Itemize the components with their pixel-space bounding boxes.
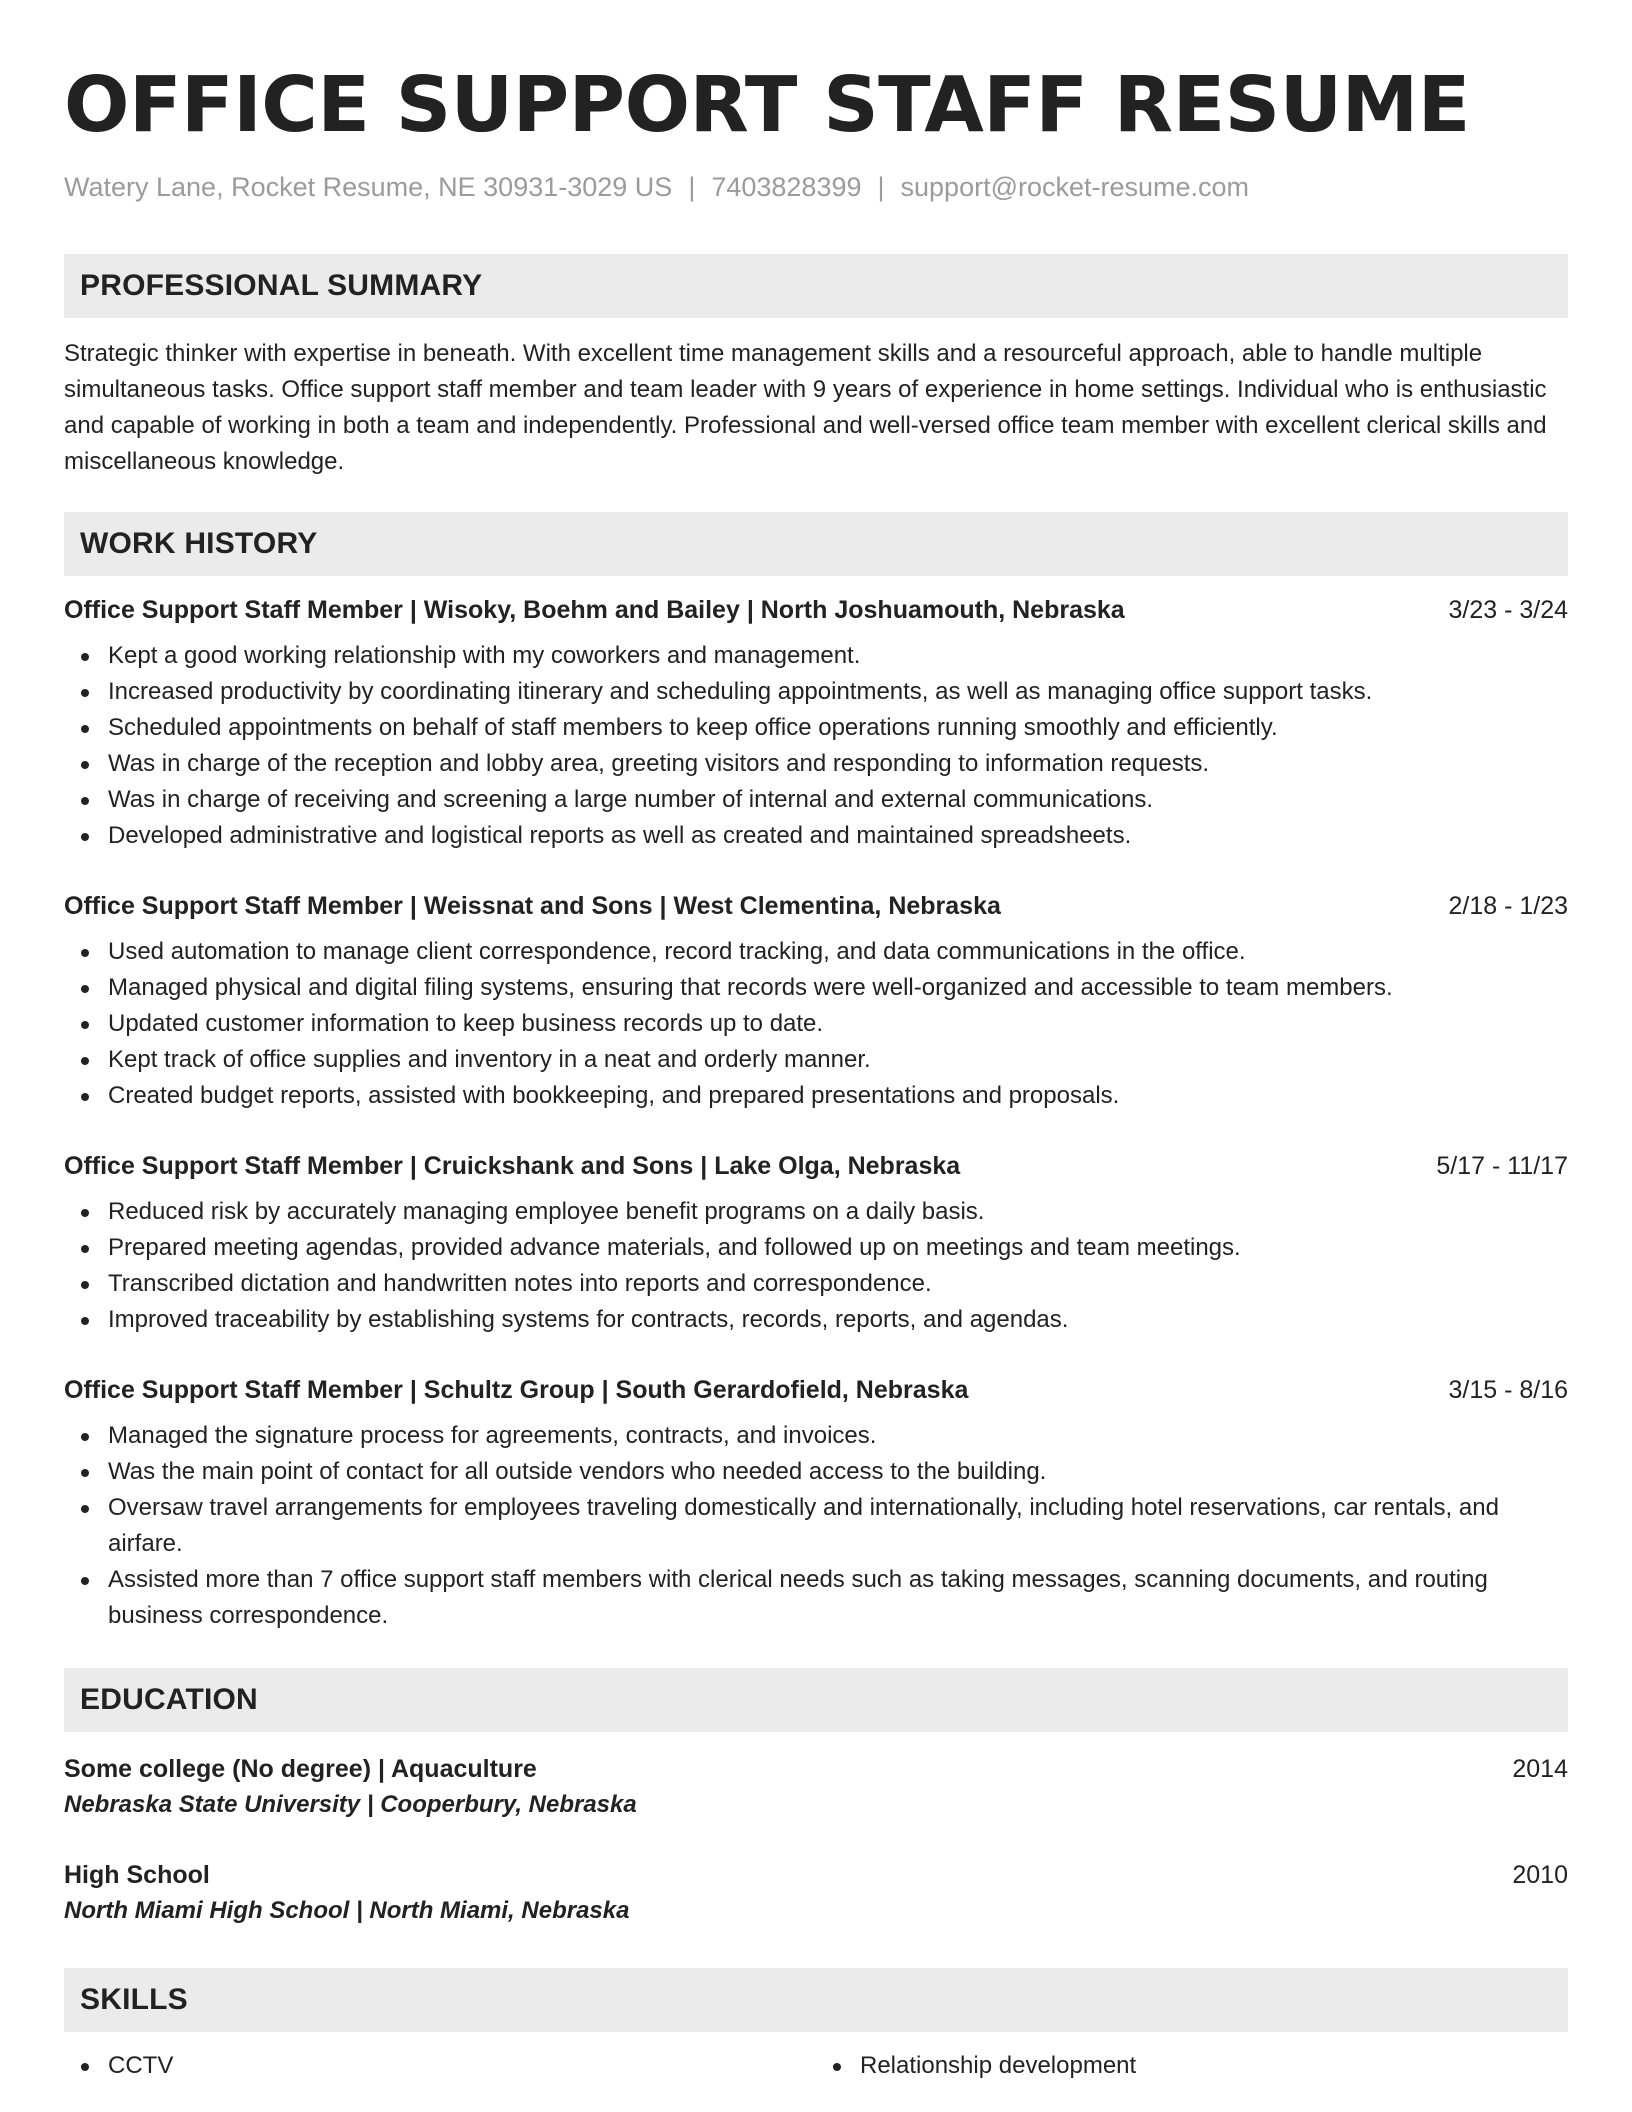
- summary-text: Strategic thinker with expertise in beneath. With excellent time management skills and a resourceful approach, able to handle multiple simultaneous tasks. Office support staff member and team leader with 9 years of experience in home settings. Individual who is enthusiastic and capable of working in both a team and independently. Professional and well-versed office team member with excellent clerical skills and miscellaneous knowledge.: [64, 340, 1547, 475]
- job-bullet: Created budget reports, assisted with bookkeeping, and prepared presentations and proposals.: [64, 1078, 1568, 1114]
- resume-title: OFFICE SUPPORT STAFF RESUME: [64, 61, 1470, 150]
- job-bullet: Oversaw travel arrangements for employees traveling domestically and internationally, including hotel reservations, car rentals, and airfare.: [64, 1490, 1568, 1562]
- job-bullet: Was the main point of contact for all outside vendors who needed access to the building.: [64, 1454, 1568, 1490]
- job-bullets: [64, 1418, 1568, 1634]
- job-title: Office Support Staff Member | Wisoky, Boehm and Bailey | North Joshuamouth, Nebraska: [64, 596, 1125, 624]
- job-header: [64, 890, 1568, 922]
- job-bullet: Developed administrative and logistical reports as well as created and maintained spreadsheets.: [64, 818, 1568, 854]
- job-bullet: Prepared meeting agendas, provided advance materials, and followed up on meetings and team meetings.: [64, 1230, 1568, 1266]
- education-school: Nebraska State University | Cooperbury, Nebraska: [64, 1791, 637, 1818]
- contact-email: support@rocket-resume.com: [900, 172, 1250, 202]
- skills-column-right: [816, 2048, 1568, 2084]
- job-bullet: Managed physical and digital filing systems, ensuring that records were well-organized and accessible to team members.: [64, 970, 1568, 1006]
- job-bullets: [64, 1194, 1568, 1338]
- contact-separator: |: [877, 172, 885, 202]
- section-heading-work: WORK HISTORY: [64, 512, 1568, 576]
- job-dates: 3/23 - 3/24: [1448, 596, 1568, 624]
- education-year: 2014: [1512, 1755, 1568, 1783]
- job-bullet: Used automation to manage client correspondence, record tracking, and data communications in the office.: [64, 934, 1568, 970]
- job-header: [64, 594, 1568, 626]
- contact-address: Watery Lane, Rocket Resume, NE 30931-3029 US: [64, 172, 673, 202]
- job-dates: 2/18 - 1/23: [1448, 892, 1568, 920]
- skills-column-left: [64, 2048, 816, 2084]
- job-bullet: Increased productivity by coordinating itinerary and scheduling appointments, as well as managing office support tasks.: [64, 674, 1568, 710]
- job-dates: 3/15 - 8/16: [1448, 1376, 1568, 1404]
- job-bullet: Updated customer information to keep business records up to date.: [64, 1006, 1568, 1042]
- job-bullet: Improved traceability by establishing systems for contracts, records, reports, and agendas.: [64, 1302, 1568, 1338]
- education-title: High School: [64, 1861, 210, 1889]
- job-bullet: Was in charge of the reception and lobby area, greeting visitors and responding to information requests.: [64, 746, 1568, 782]
- job-entry: [64, 594, 1568, 854]
- education-school: North Miami High School | North Miami, Nebraska: [64, 1897, 630, 1924]
- education-entry: [64, 1858, 1568, 1930]
- education-entry: [64, 1752, 1568, 1824]
- job-bullets: [64, 934, 1568, 1114]
- job-header: [64, 1374, 1568, 1406]
- job-bullet: Was in charge of receiving and screening a large number of internal and external communications.: [64, 782, 1568, 818]
- section-heading-summary: PROFESSIONAL SUMMARY: [64, 254, 1568, 318]
- skills-list: [64, 2048, 1568, 2084]
- job-bullet: Kept a good working relationship with my coworkers and management.: [64, 638, 1568, 674]
- job-entry: [64, 1374, 1568, 1634]
- job-bullet: Transcribed dictation and handwritten notes into reports and correspondence.: [64, 1266, 1568, 1302]
- job-title: Office Support Staff Member | Schultz Group | South Gerardofield, Nebraska: [64, 1376, 969, 1404]
- contact-line: [64, 170, 1568, 204]
- section-heading-skills: SKILLS: [64, 1968, 1568, 2032]
- job-dates: 5/17 - 11/17: [1436, 1152, 1568, 1180]
- section-heading-education: EDUCATION: [64, 1668, 1568, 1732]
- job-bullet: Kept track of office supplies and inventory in a neat and orderly manner.: [64, 1042, 1568, 1078]
- education-header: [64, 1858, 1568, 1892]
- skill-item: Relationship development: [816, 2048, 1568, 2084]
- skill-item: CCTV: [64, 2048, 816, 2084]
- job-entry: [64, 1150, 1568, 1338]
- job-bullet: Scheduled appointments on behalf of staff members to keep office operations running smoothly and efficiently.: [64, 710, 1568, 746]
- education-header: [64, 1752, 1568, 1786]
- job-bullet: Reduced risk by accurately managing employee benefit programs on a daily basis.: [64, 1194, 1568, 1230]
- job-bullet: Managed the signature process for agreements, contracts, and invoices.: [64, 1418, 1568, 1454]
- job-header: [64, 1150, 1568, 1182]
- education-year: 2010: [1512, 1861, 1568, 1889]
- contact-separator: |: [688, 172, 696, 202]
- education-title: Some college (No degree) | Aquaculture: [64, 1755, 537, 1783]
- job-entry: [64, 890, 1568, 1114]
- job-title: Office Support Staff Member | Weissnat and Sons | West Clementina, Nebraska: [64, 892, 1001, 920]
- job-bullets: [64, 638, 1568, 854]
- job-title: Office Support Staff Member | Cruickshank and Sons | Lake Olga, Nebraska: [64, 1152, 961, 1180]
- job-bullet: Assisted more than 7 office support staff members with clerical needs such as taking messages, scanning documents, and routing business correspondence.: [64, 1562, 1568, 1634]
- contact-phone: 7403828399: [711, 172, 862, 202]
